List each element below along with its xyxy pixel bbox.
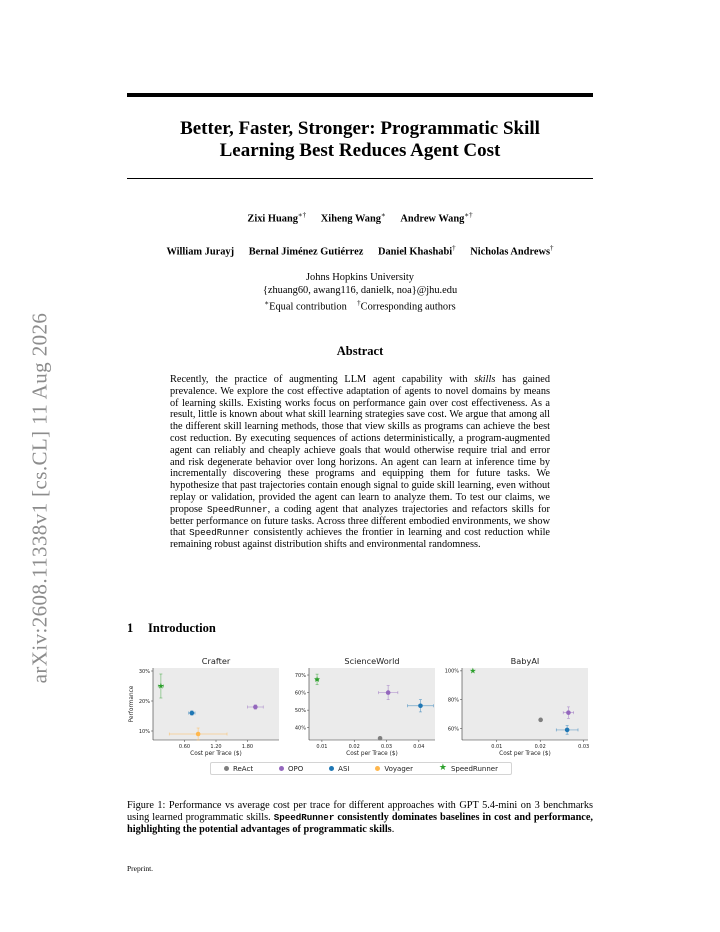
chart-babyai <box>445 656 590 757</box>
y-axis-label: Performance <box>129 685 135 723</box>
author: Xiheng Wang∗ <box>320 211 386 225</box>
x-tick-label: 0.60 <box>178 744 191 750</box>
arxiv-identifier <box>25 312 55 683</box>
system-name: SpeedRunner <box>189 527 250 539</box>
authors-row-1 <box>127 211 593 224</box>
legend-label: ASI <box>338 764 350 773</box>
author: Zixi Huang∗† <box>247 211 307 225</box>
data-point-react <box>538 718 543 723</box>
abstract-text: Recently, the practice of augmenting LLM agent capability with skills has gained prevalence. We explore the cost effective adaptation of agents to novel domains by means of learning skills. Existing works focus on performance gain over cost effectiveness. As a result, little is known about what skill learning strategies save cost. We argue that among all the different skill learning methods, those that view skills as programs can achieve the best cost reduction. By executing sequences of actions deterministically, a program-augmented agent can reliably and cheaply achieve goals that would otherwise require trial and error and risk degenerate behavior over long horizons. An agent can learn at inference time by incrementally discovering these programs and equipping them for future tasks. We hypothesize that past trajectories contain enough signal to guide skill learning, even without replay or validation, provided the agent can learn to analyze them. To test our claims, we propose SpeedRunner, a coding agent that analyzes trajectories and refactors skills for better performance on future tasks. Across three different embodied environments, we show that SpeedRunner consistently achieves the frontier in learning and cost reduction while remaining robust against distribution shifts and environmental randomness. <box>170 374 550 551</box>
y-tick-label: 60% <box>294 690 306 697</box>
section-heading-introduction: 1 Introduction <box>127 621 216 635</box>
y-tick-label: 50% <box>294 707 306 714</box>
legend-item-speedrunner <box>439 764 498 773</box>
chart-scienceworld <box>295 656 435 757</box>
x-tick-label: 0.03 <box>578 744 590 750</box>
chart-title: BabyAI <box>510 656 540 666</box>
y-tick-label: 60% <box>447 726 459 733</box>
chart-title: ScienceWorld <box>344 656 400 666</box>
legend-marker: ★ <box>438 763 447 773</box>
x-axis-label: Cost per Trace ($) <box>346 751 398 757</box>
legend-item-react <box>224 765 253 773</box>
author: Nicholas Andrews† <box>470 244 554 258</box>
author: Bernal Jiménez Gutiérrez <box>248 246 364 258</box>
author: Andrew Wang∗† <box>400 211 473 225</box>
legend-marker <box>375 766 380 771</box>
y-tick-label: 40% <box>294 725 306 732</box>
data-point-react <box>378 736 383 741</box>
legend-label: Voyager <box>384 764 413 773</box>
preprint-footer: Preprint. <box>127 864 154 873</box>
figure-1-caption: Figure 1: Performance vs average cost per trace for different approaches with GPT 5.4-mini on 3 benchmarks using learned programmatic skills. SpeedRunner consistently dominates baselines in cost and performance, highlighting the potential advantages of programmatic skills. <box>127 800 594 835</box>
legend-label: OPO <box>288 764 304 773</box>
legend-item-asi <box>329 765 349 773</box>
x-tick-label: 0.02 <box>534 744 546 750</box>
system-name: SpeedRunner <box>206 503 268 515</box>
legend-item-opo <box>279 765 303 773</box>
x-axis-label: Cost per Trace ($) <box>190 751 242 757</box>
x-tick-label: 0.02 <box>348 744 360 750</box>
dot-marker <box>190 711 195 716</box>
x-tick-label: 1.80 <box>241 744 254 750</box>
title-top-rule <box>127 93 593 97</box>
dot-marker <box>196 732 201 737</box>
y-tick-label: 70% <box>294 672 306 679</box>
dot-marker <box>565 728 570 733</box>
title-line-1: Better, Faster, Stronger: Programmatic Skill <box>180 118 540 139</box>
arxiv-id-text: arXiv:2608.11338v1 [cs.CL] 11 Aug 2026 <box>27 312 52 683</box>
y-tick-label: 30% <box>138 668 150 675</box>
y-tick-label: 10% <box>138 728 150 735</box>
author: William Jurayj <box>166 246 235 258</box>
dot-marker <box>386 690 391 695</box>
dot-marker <box>538 718 543 723</box>
figure-1-scatter-plots <box>127 650 597 780</box>
plot-area <box>153 668 279 740</box>
figure-legend <box>210 762 512 775</box>
dot-marker <box>253 705 258 710</box>
legend-marker <box>224 766 229 771</box>
x-tick-label: 0.04 <box>413 744 425 750</box>
abstract-heading: Abstract <box>336 344 384 358</box>
dot-marker <box>418 703 423 708</box>
chart-title: Crafter <box>201 656 231 666</box>
legend-item-voyager <box>375 765 413 773</box>
paper-title <box>127 118 593 162</box>
affiliation-block <box>127 271 593 314</box>
authors-row-2 <box>127 244 593 257</box>
y-tick-label: 80% <box>447 697 459 704</box>
legend-label: ReAct <box>232 764 254 773</box>
title-bottom-rule <box>127 178 593 179</box>
dot-marker <box>566 710 571 715</box>
x-axis-label: Cost per Trace ($) <box>499 751 551 757</box>
plot-area <box>309 668 435 740</box>
chart-crafter <box>129 656 279 757</box>
title-line-2: Learning Best Reduces Agent Cost <box>219 140 501 161</box>
author: Daniel Khashabi† <box>377 244 456 258</box>
x-tick-label: 0.01 <box>491 744 503 750</box>
x-tick-label: 0.01 <box>316 744 328 750</box>
x-tick-label: 0.03 <box>380 744 393 750</box>
contribution-notes: ∗Equal contribution †Corresponding authors <box>264 299 456 313</box>
y-tick-label: 20% <box>138 698 150 705</box>
author-emails: {zhuang60, awang116, danielk, noa}@jhu.edu <box>262 285 458 297</box>
legend-marker <box>329 766 334 771</box>
legend-label: SpeedRunner <box>450 764 498 773</box>
y-tick-label: 100% <box>444 668 459 675</box>
legend-marker <box>279 766 284 771</box>
x-tick-label: 1.20 <box>210 744 222 750</box>
dot-marker <box>378 736 383 741</box>
institution: Johns Hopkins University <box>306 272 414 283</box>
